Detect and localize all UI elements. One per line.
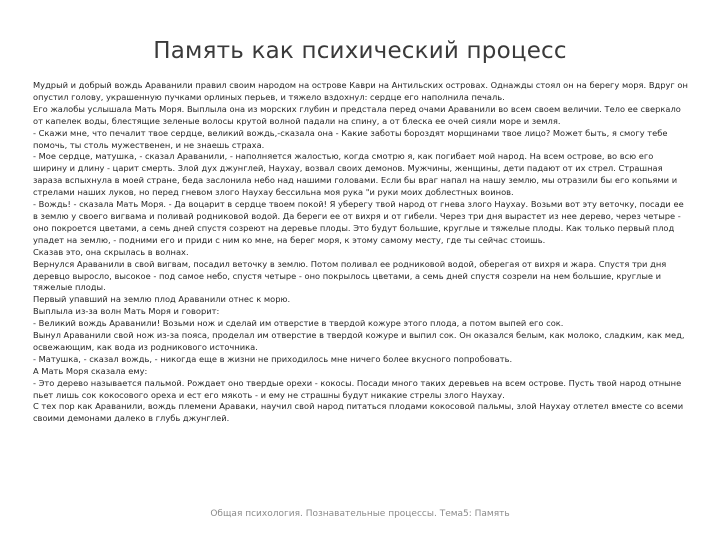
paragraph: Первый упавший на землю плод Араванили отнес к морю. <box>33 294 291 305</box>
paragraph: Мудрый и добрый вождь Араванили правил своим народом на острове Каври на Антильских островах. Однажды стоял он на берегу моря. Вдруг он опустил голову, украшенную пучками орлиных перьев, и тяжело вздохнул: сердце его наполнила печаль. <box>33 80 688 102</box>
paragraph: - Матушка, - сказал вождь, - никогда еще в жизни не приходилось мне ничего более вкусного попробовать. <box>33 353 513 364</box>
paragraph: Вернулся Араванили в свой вигвам, посадил веточку в землю. Потом поливал ее родниковой водой, оберегая от вихря и жара. Спустя три дня деревцо выросло, высокое - под самое небо, спустя четыре - оно покрылось цветами, а семь дней спустя созрели на нем большие, круглые и тяжелые плоды. <box>33 258 667 293</box>
paragraph: Выплыла из-за волн Мать Моря и говорит: <box>33 306 220 317</box>
page-title: Память как психический процесс <box>153 38 567 64</box>
paragraph: - Скажи мне, что печалит твое сердце, великий вождь,-сказала она - Какие заботы бороздят морщинами твое лицо? Может быть, я смогу тебе помочь, ты столь мужественен, и не знаешь страха. <box>33 127 668 150</box>
paragraph: - Великий вождь Араванили! Возьми нож и сделай им отверстие в твердой кожуре этого плода, а потом выпей его сок. <box>33 318 564 329</box>
slide-footer: Общая психология. Познавательные процессы. Тема5: Память <box>210 509 510 519</box>
paragraph: Его жалобы услышала Мать Моря. Выплыла она из морских глубин и предстала перед очами Араванили во всем своем величии. Тело ее сверкало от капелек воды, блестящие зеленые волосы крутой волной падали на спину, а от блеска ее очей сияли море и земля. <box>33 103 681 126</box>
paragraph: Сказав это, она скрылась в волнах. <box>33 246 189 257</box>
paragraph: Вынул Араванили свой нож из-за пояса, проделал им отверстие в твердой кожуре и выпил сок. Он оказался белым, как молоко, сладким, как мед, освежающим, как вода из родникового источника. <box>33 330 685 352</box>
paragraph: - Мое сердце, матушка, - сказал Араванили, - наполняется жалостью, когда смотрю я, как погибает мой народ. На всем острове, во всю его ширину и длину - царит смерть. Злой дух джунглей, Наухау, возвал своих демонов. Мужчины, женщины, дети падают от их стрел. Страшная зараза вспыхнула в моей стране, беда заслонила небо над нашими головами. Если бы враг напал на нашу землю, мы отразили бы его копьями и стрелами наших луков, но перед гневом злого Наухау бессильна моя рука "и руки моих доблестных воинов. <box>33 151 678 198</box>
paragraph: - Это дерево называется пальмой. Рождает оно твердые орехи - кокосы. Посади много таких деревьев на всем острове. Пусть твой народ отныне пьет лишь сок кокосового ореха и ест его мякоть - и ему не страшны будут никакие стрелы злого Наухау. <box>33 377 682 400</box>
paragraph: - Вождь! - сказала Мать Моря. - Да воцарит в сердце твоем покой! Я уберегу твой народ от гнева злого Наухау. Возьми вот эту веточку, посади ее в землю у своего вигвама и поливай родниковой водой. Да береги ее от вихря и от гибели. Через три дня вырастет из нее дерево, через четыре - оно покроется цветами, а семь дней спустя созреют на деревье плоды. Это будут большие, круглые и тяжелые плоды. Как только первый плод упадет на землю, - подними его и приди с ним ко мне, на берег моря, к этому самому месту, где ты сейчас стоишь. <box>33 199 684 245</box>
paragraph: А Мать Моря сказала ему: <box>33 365 148 376</box>
paragraph: С тех пор как Араванили, вождь племени Араваки, научил свой народ питаться плодами кокосовой пальмы, злой Наухау отлетел вместе со всеми своими демонами далеко в глубь джунглей. <box>33 401 684 424</box>
story-text <box>33 80 689 485</box>
